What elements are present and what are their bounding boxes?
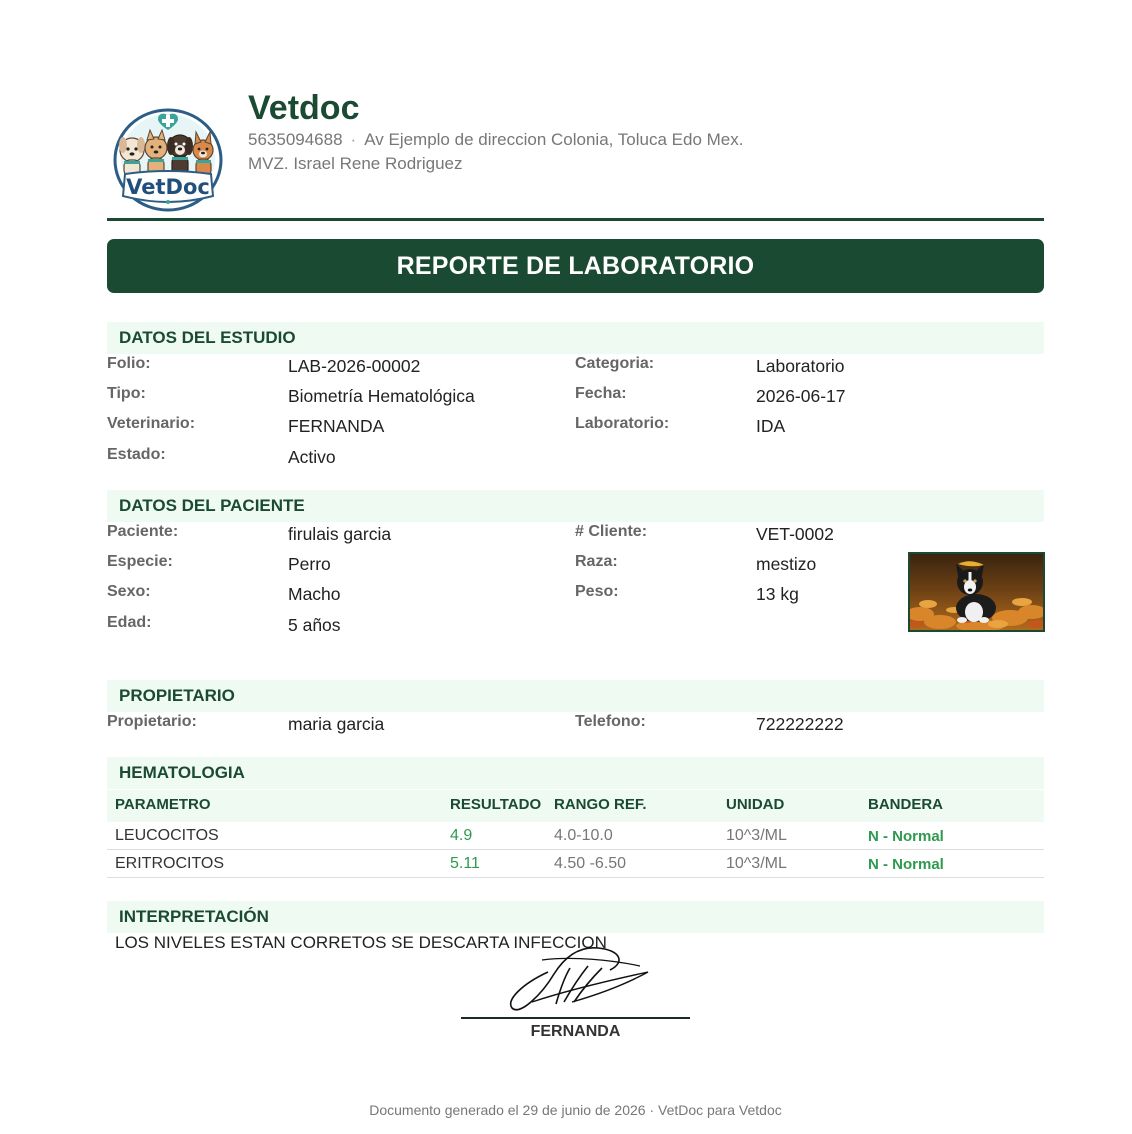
estado-label: Estado: (107, 446, 166, 463)
owner-row (107, 713, 1044, 743)
clinic-header (107, 89, 1044, 221)
estado-value: Activo (288, 447, 336, 467)
patient-section-heading: DATOS DEL PACIENTE (107, 490, 1044, 522)
report-title-banner: REPORTE DE LABORATORIO (107, 239, 1044, 293)
raza-label: Raza: (575, 553, 618, 570)
paciente-value: firulais garcia (288, 524, 392, 544)
col-unidad: UNIDAD (726, 796, 785, 813)
patient-row-especie (107, 553, 1044, 583)
cell-rango: 4.50 -6.50 (554, 855, 627, 872)
signature-name: FERNANDA (530, 1023, 621, 1040)
study-section-heading: DATOS DEL ESTUDIO (107, 322, 1044, 354)
study-row-veterinario (107, 415, 1044, 445)
col-bandera: BANDERA (868, 796, 943, 813)
owner-section-heading: PROPIETARIO (107, 680, 1044, 712)
col-resultado: RESULTADO (450, 796, 542, 813)
telefono-label: Telefono: (575, 713, 646, 730)
patient-row-paciente (107, 523, 1044, 553)
laboratorio-value: IDA (756, 416, 786, 436)
telefono-value: 722222222 (756, 714, 844, 734)
interpretation-text: LOS NIVELES ESTAN CORRETOS SE DESCARTA INFECCION (115, 933, 607, 952)
col-parametro: PARAMETRO (115, 796, 211, 813)
patient-row-sexo (107, 583, 1044, 613)
patient-row-edad (107, 614, 1044, 644)
cell-rango: 4.0-10.0 (554, 827, 613, 844)
edad-value: 5 años (288, 615, 341, 635)
pet-photo (908, 552, 1045, 632)
clinic-contact-line (248, 130, 743, 150)
especie-value: Perro (288, 554, 331, 574)
cell-unidad: 10^3/ML (726, 855, 787, 872)
separator-dot: · (350, 130, 357, 149)
categoria-value: Laboratorio (756, 356, 845, 376)
cell-bandera: N - Normal (868, 828, 944, 845)
table-row (107, 851, 1044, 878)
col-rango: RANGO REF. (554, 796, 647, 813)
fecha-label: Fecha: (575, 385, 627, 402)
hematology-section-heading: HEMATOLOGIA (107, 757, 1044, 789)
clinic-address: Av Ejemplo de direccion Colonia, Toluca Edo Mex. (364, 130, 744, 149)
cliente-value: VET-0002 (756, 524, 834, 544)
cell-resultado: 4.9 (450, 827, 473, 844)
propietario-label: Propietario: (107, 713, 197, 730)
especie-label: Especie: (107, 553, 173, 570)
clinic-name: Vetdoc (248, 89, 360, 127)
study-row-estado (107, 446, 1044, 476)
table-row (107, 823, 1044, 850)
cell-bandera: N - Normal (868, 856, 944, 873)
folio-value: LAB-2026-00002 (288, 356, 421, 376)
raza-value: mestizo (756, 554, 817, 574)
tipo-value: Biometría Hematológica (288, 386, 475, 406)
paciente-label: Paciente: (107, 523, 179, 540)
cell-parametro: ERITROCITOS (115, 855, 225, 872)
pet-photo-image (910, 554, 1043, 630)
cliente-label: # Cliente: (575, 523, 648, 540)
laboratorio-label: Laboratorio: (575, 415, 670, 432)
study-row-tipo (107, 385, 1044, 415)
logo-wordmark: VetDoc (126, 175, 210, 199)
peso-label: Peso: (575, 583, 619, 600)
veterinario-value: FERNANDA (288, 416, 385, 436)
veterinario-label: Veterinario: (107, 415, 196, 432)
sexo-value: Macho (288, 584, 341, 604)
cell-unidad: 10^3/ML (726, 827, 787, 844)
clinic-phone: 5635094688 (248, 130, 343, 149)
hematology-table-header (107, 790, 1044, 822)
folio-label: Folio: (107, 355, 151, 372)
sexo-label: Sexo: (107, 583, 151, 600)
signature-image (502, 938, 652, 1018)
tipo-label: Tipo: (107, 385, 146, 402)
clinic-doctor: MVZ. Israel Rene Rodriguez (248, 154, 463, 173)
vetdoc-logo (111, 100, 225, 214)
edad-label: Edad: (107, 614, 152, 631)
propietario-value: maria garcia (288, 714, 385, 734)
categoria-label: Categoria: (575, 355, 655, 372)
peso-value: 13 kg (756, 584, 799, 604)
fecha-value: 2026-06-17 (756, 386, 846, 406)
interpretation-section-heading: INTERPRETACIÓN (107, 901, 1044, 933)
study-row-folio (107, 355, 1044, 385)
cell-parametro: LEUCOCITOS (115, 827, 219, 844)
signature-line (461, 1017, 690, 1019)
document-footer: Documento generado el 29 de junio de 2026 · VetDoc para Vetdoc (369, 1102, 782, 1118)
cell-resultado: 5.11 (450, 855, 480, 872)
